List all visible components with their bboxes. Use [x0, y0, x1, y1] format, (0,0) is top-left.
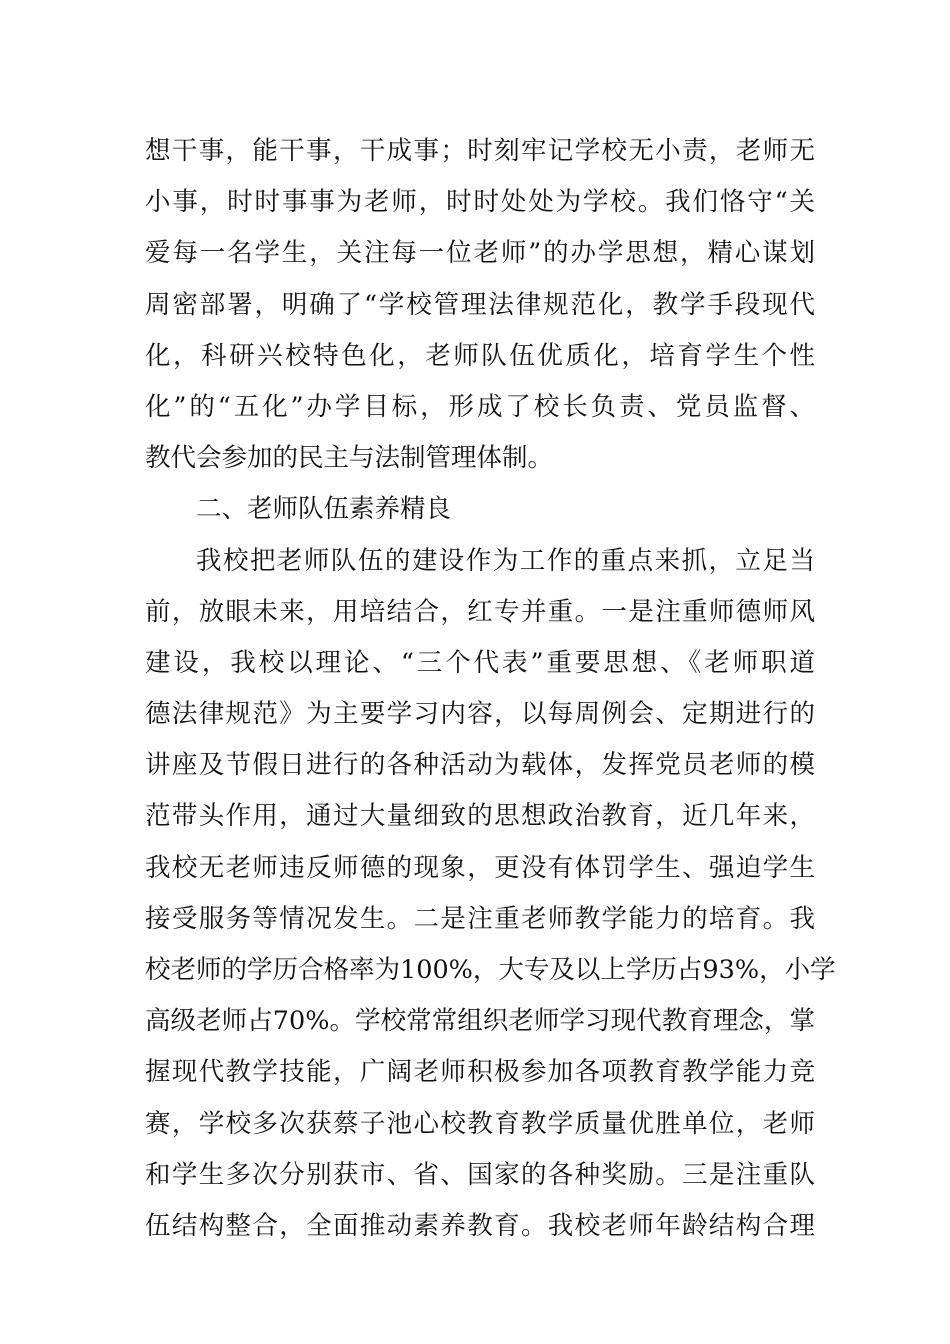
text-line-6: 化”的“五化”办学目标，形成了校长负责、党员监督、 — [145, 391, 815, 422]
text-line-10: 前，放眼未来，用培结合，红专并重。一是注重师德师风 — [145, 596, 815, 627]
section-heading: 二、老师队伍素养精良 — [196, 494, 452, 525]
text-line-18: 高级老师占70%。学校常常组织老师学习现代教育理念，掌 — [145, 1006, 815, 1037]
text-line-13: 讲座及节假日进行的各种活动为载体，发挥党员老师的模 — [145, 750, 815, 781]
text-line-20: 赛，学校多次获蔡子池心校教育教学质量优胜单位，老师 — [145, 1108, 815, 1139]
text-line-5: 化，科研兴校特色化，老师队伍优质化，培育学生个性 — [145, 340, 815, 371]
text-line-12: 德法律规范》为主要学习内容，以每周例会、定期进行的 — [145, 699, 815, 730]
text-line-17: 校老师的学历合格率为100%，大专及以上学历占93%，小学 — [145, 955, 836, 985]
text-line-15: 我校无老师违反师德的现象，更没有体罚学生、强迫学生 — [145, 852, 815, 883]
text-line-3: 爱每一名学生，关注每一位老师”的办学思想，精心谋划 — [145, 238, 815, 269]
text-line-9: 我校把老师队伍的建设作为工作的重点来抓，立足当 — [196, 545, 815, 576]
text-line-22: 伍结构整合，全面推动素养教育。我校老师年龄结构合理 — [145, 1210, 815, 1241]
text-line-2: 小事，时时事事为老师，时时处处为学校。我们恪守“关 — [145, 187, 815, 218]
text-line-7: 教代会参加的民主与法制管理体制。 — [145, 443, 554, 474]
text-line-4: 周密部署，明确了“学校管理法律规范化，教学手段现代 — [145, 289, 815, 320]
body-text — [145, 126, 836, 1252]
text-line-21: 和学生多次分别获市、省、国家的各种奖励。三是注重队 — [145, 1159, 815, 1190]
text-line-14: 范带头作用，通过大量细致的思想政治教育，近几年来， — [145, 801, 815, 832]
text-line-19: 握现代教学技能，广阔老师积极参加各项教育教学能力竞 — [145, 1057, 815, 1088]
text-line-16: 接受服务等情况发生。二是注重老师教学能力的培育。我 — [145, 903, 815, 934]
text-line-11: 建设，我校以理论、“三个代表”重要思想、《老师职道 — [145, 647, 815, 678]
text-line-1: 想干事，能干事，干成事；时刻牢记学校无小责，老师无 — [145, 136, 815, 166]
